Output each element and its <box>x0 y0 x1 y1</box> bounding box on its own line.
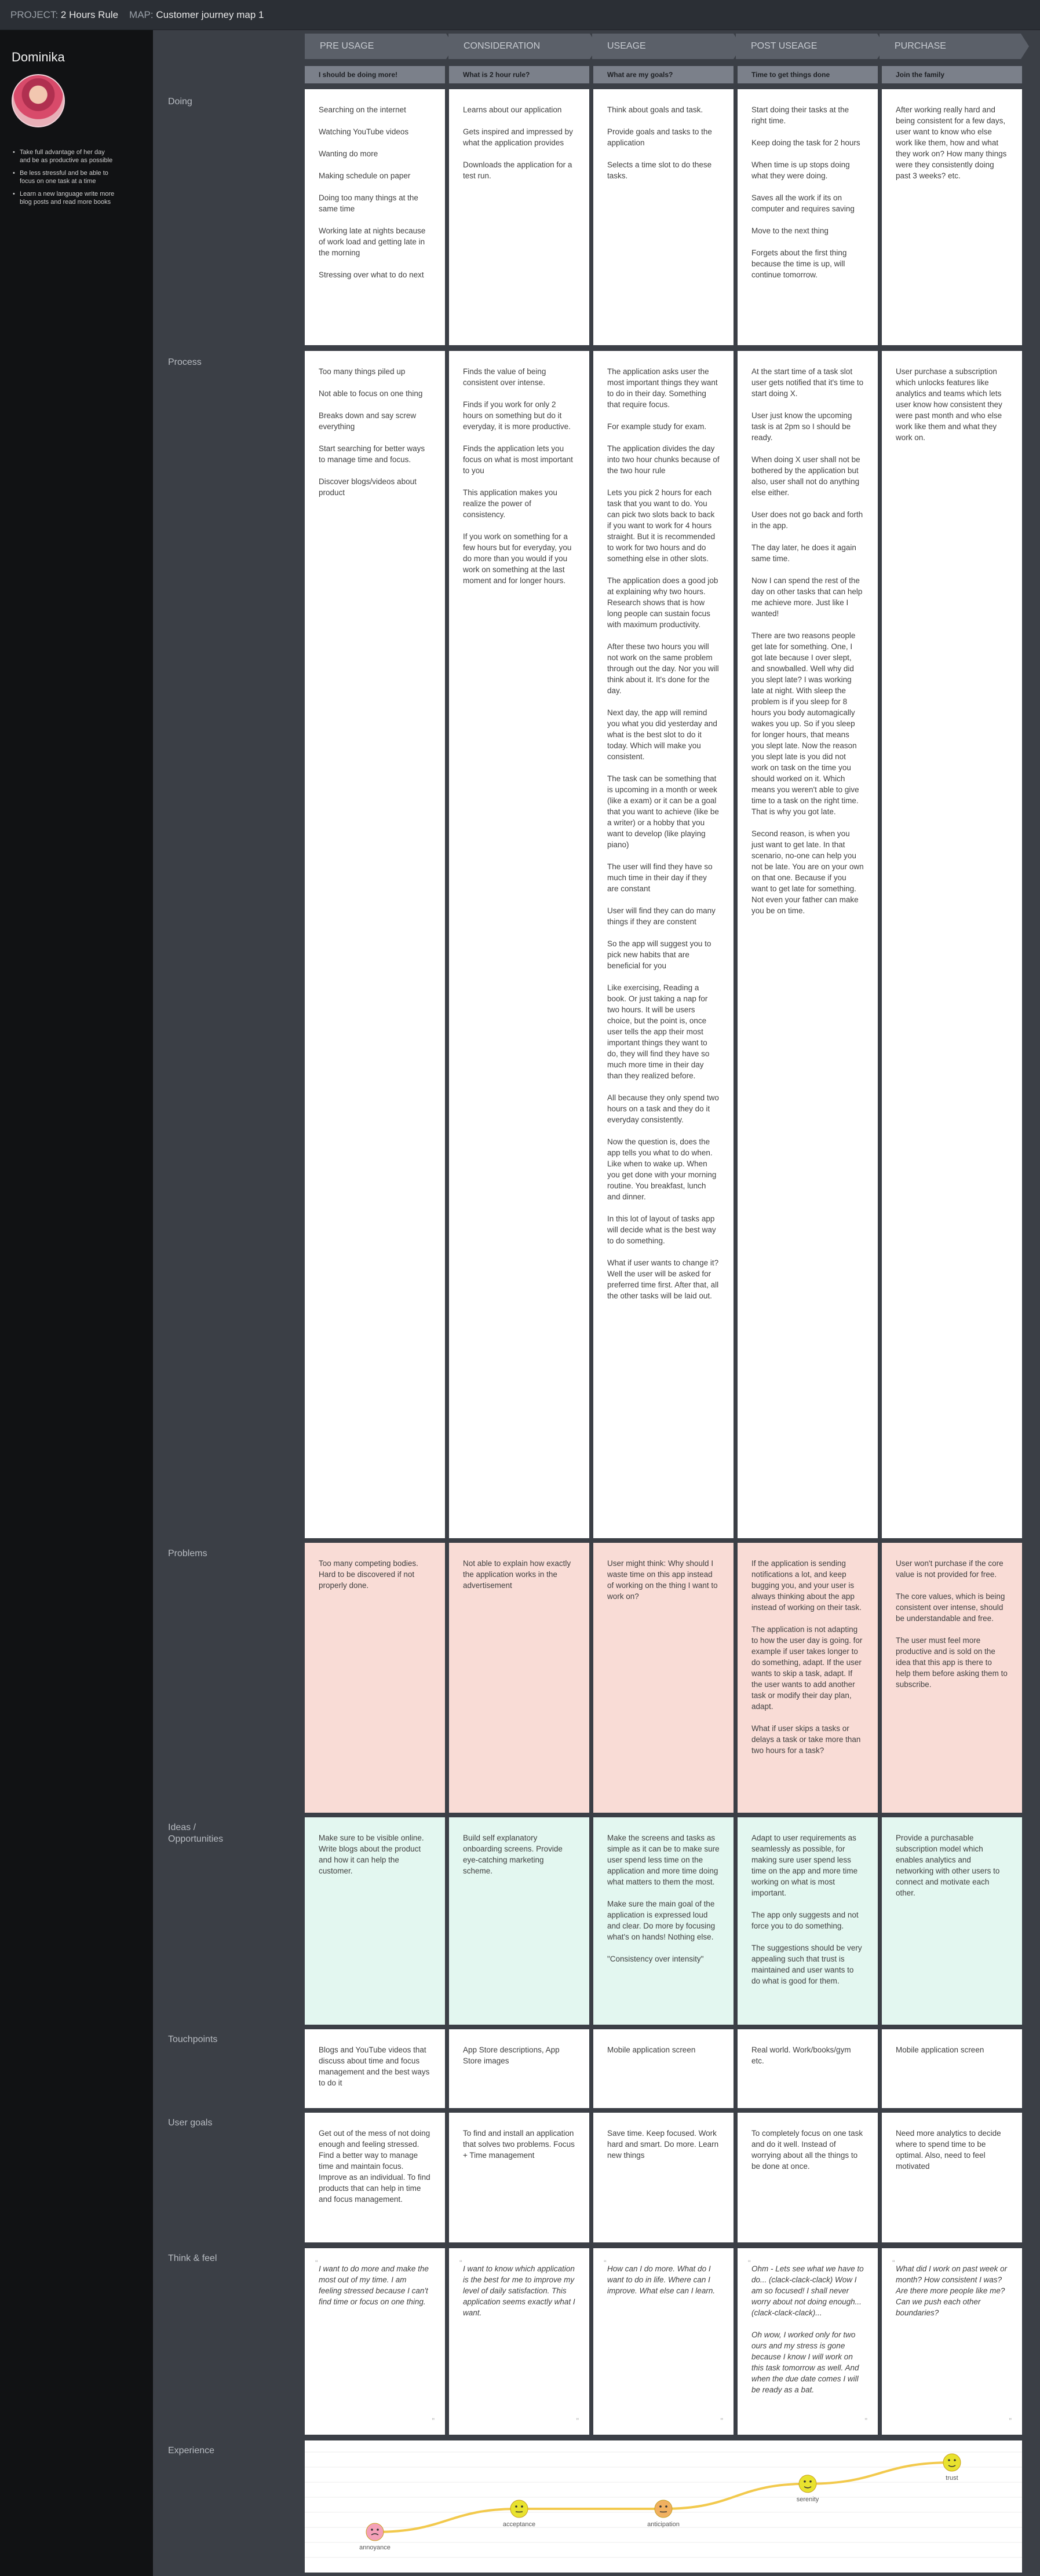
user-goals-card[interactable] <box>738 2113 878 2242</box>
row-label-touchpoints: Touchpoints <box>168 2035 218 2044</box>
card-text: The user will find they have so much time in their day if they are constant <box>607 862 713 893</box>
card-text: If the application is sending notifications a lot, and keep bugging you, and your user is always thinking about the app instead of working on their task. <box>751 1559 862 1612</box>
emotion-eye <box>521 2505 523 2508</box>
touchpoints-card[interactable] <box>738 2029 878 2108</box>
card-text: App Store descriptions, App Store images <box>463 2046 560 2065</box>
problems-card[interactable] <box>882 1543 1022 1813</box>
think-feel-card[interactable] <box>449 2248 589 2435</box>
card-text: Start searching for better ways to manage time and focus. <box>319 444 425 464</box>
card-text: What if user skips a tasks or delays a task or take more than two hours for a task? <box>751 1724 861 1755</box>
row-label-experience: Experience <box>168 2446 215 2456</box>
card-text: If you work on something for a few hours but for everyday, you do more than you would if you work on something at the last moment and for longer hours. <box>463 532 572 585</box>
user-goals-card[interactable] <box>305 2113 445 2242</box>
persona-name: Dominika <box>12 50 65 64</box>
card-text: The application is not adapting to how the user day is going. for example if user takes longer to do something, adapt. If the user wants to skip a task, adapt. If the user wants to add another task or modify their day plan, adapt. <box>751 1625 863 1711</box>
card-text: Finds the value of being consistent over intense. <box>463 367 546 387</box>
card-text: User won't purchase if the core value is not provided for free. <box>896 1559 1003 1579</box>
card-text: Make sure the main goal of the application is expressed loud and clear. Do more by focusing what's on hands! Nothing else. <box>607 1900 716 1941</box>
emotion-eye <box>659 2505 662 2508</box>
doing-card[interactable] <box>882 89 1022 345</box>
phase-header[interactable]: USEAGE <box>592 34 734 59</box>
card-text: What did I work on past week or month? How consistent I was? Are there more people like me? Can we push each other boundaries? <box>896 2264 1008 2317</box>
project-name[interactable]: 2 Hours Rule <box>60 9 119 20</box>
card-text: Oh wow, I worked only for two ours and my stress is gone because I know I will work on this task tomorrow as well. And when the due date comes I will be ready as a bat. <box>751 2330 859 2394</box>
emotion-eye <box>515 2505 517 2508</box>
card-text: Provide a purchasable subscription model which enables analytics and networking with other users to connect and motivate each other. <box>896 1834 1000 1897</box>
card-text: Not able to explain how exactly the application works in the advertisement <box>463 1559 571 1590</box>
card-text: Keep doing the task for 2 hours <box>751 138 860 147</box>
ideas-card[interactable] <box>738 1817 878 2025</box>
phase-header[interactable]: CONSIDERATION <box>448 34 590 59</box>
emotion-face-icon[interactable] <box>655 2500 672 2518</box>
think-feel-card[interactable] <box>305 2248 445 2435</box>
ideas-card[interactable] <box>449 1817 589 2025</box>
phase-goal[interactable]: What is 2 hour rule? <box>449 66 589 83</box>
emotion-face-icon[interactable] <box>799 2475 816 2493</box>
process-card[interactable] <box>738 351 878 1538</box>
emotion-eye <box>809 2480 812 2483</box>
problems-card[interactable] <box>449 1543 589 1813</box>
card-text: Need more analytics to decide where to spend time to be optimal. Also, need to feel motivated <box>896 2129 1001 2171</box>
card-text: Not able to focus on one thing <box>319 389 423 398</box>
think-feel-card[interactable] <box>738 2248 878 2435</box>
card-text: How can I do more. What do I want to do in life. Where can I improve. What else can I learn. <box>607 2264 716 2295</box>
quote-open-icon: “ <box>459 2258 462 2267</box>
touchpoints-card[interactable] <box>882 2029 1022 2108</box>
persona-goal: • Be less stressful and be able to focus on one task at a time <box>12 169 116 185</box>
card-text: Finds if you work for only 2 hours on something but do it everyday, it is more productive. <box>463 400 571 431</box>
card-text: Save time. Keep focused. Work hard and smart. Do more. Learn new things <box>607 2129 719 2160</box>
quote-close-icon: ” <box>1009 2416 1012 2425</box>
card-text: Lets you pick 2 hours for each task that you want to do. You can pick two slots back to back if you want to work for 4 hours straight. But it is recommended to work for two hours and do something else in other slots. <box>607 488 716 563</box>
emotion-face <box>510 2500 528 2518</box>
phase-goal[interactable]: Join the family <box>882 66 1022 83</box>
user-goals-card[interactable] <box>449 2113 589 2242</box>
card-text: At the start time of a task slot user gets notified that it's time to start doing X. <box>751 367 864 398</box>
card-text: User will find they can do many things if they are constent <box>607 906 716 926</box>
doing-card[interactable] <box>593 89 734 345</box>
doing-card[interactable] <box>449 89 589 345</box>
top-bar <box>0 0 1040 30</box>
emotion-face-icon[interactable] <box>510 2500 528 2518</box>
process-card[interactable] <box>882 351 1022 1538</box>
row-label-problems: Problems <box>168 1549 207 1558</box>
card-text: Gets inspired and impressed by what the application provides <box>463 127 573 147</box>
card-text: Like exercising, Reading a book. Or just taking a nap for two hours. It will be users choice, but the point is, once user tells the app their most important things they want to do, they will find they have so much more time in their day than they realized before. <box>607 983 710 1080</box>
card-text: Real world. Work/books/gym etc. <box>751 2046 851 2065</box>
problems-card[interactable] <box>593 1543 734 1813</box>
card-text: Selects a time slot to do these tasks. <box>607 160 712 180</box>
card-text: Ohm - Lets see what we have to do... (clack-clack-clack) Wow I am so focused! I shall never worry about not doing enough... (clack-clack-clack)... <box>751 2264 864 2317</box>
ideas-card[interactable] <box>882 1817 1022 2025</box>
row-label-doing: Doing <box>168 97 192 107</box>
card-text: Adapt to user requirements as seamlessly as possible, for making sure user spend less time on the app and more time working on what is most important. <box>751 1834 858 1897</box>
card-text: Make the screens and tasks as simple as it can be to make sure user spend less time on the application and more time doing what matters to them the most. <box>607 1834 720 1886</box>
card-text: Forgets about the first thing because the time is up, will continue tomorrow. <box>751 248 847 279</box>
quote-close-icon: ” <box>864 2416 867 2425</box>
card-text: The day later, he does it again same time. <box>751 543 856 563</box>
card-text: Now I can spend the rest of the day on other tasks that can help me achieve more. Just like I wanted! <box>751 576 863 618</box>
problems-card[interactable] <box>738 1543 878 1813</box>
user-goals-card[interactable] <box>882 2113 1022 2242</box>
card-text: Move to the next thing <box>751 226 829 235</box>
emotion-eye <box>804 2480 806 2483</box>
persona-panel <box>0 30 153 2576</box>
card-text: The user must feel more productive and is sold on the idea that this app is there to help them before asking them to subscribe. <box>896 1636 1008 1689</box>
doing-card[interactable] <box>305 89 445 345</box>
card-text: User just know the upcoming task is at 2pm so I should be ready. <box>751 411 852 442</box>
persona-goal: • Learn a new language write more blog posts and read more books <box>12 190 116 206</box>
card-text: After these two hours you will not work on the same problem through out the day. Nor you will think about it. It's done for the day. <box>607 642 719 695</box>
emotion-label: acceptance <box>502 2521 536 2528</box>
card-text: To find and install an application that solves two problems. Focus + Time management <box>463 2129 575 2160</box>
persona-avatar <box>12 74 65 127</box>
card-text: Too many competing bodies. Hard to be discovered if not properly done. <box>319 1559 418 1590</box>
card-text: The core values, which is being consistent over intense, should be understandable and free. <box>896 1592 1005 1623</box>
card-text: In this lot of layout of tasks app will decide what is the best way to do something. <box>607 1214 716 1245</box>
doing-card[interactable] <box>738 89 878 345</box>
card-text: Make sure to be visible online. Write blogs about the product and how it can help the customer. <box>319 1834 424 1875</box>
phase-goal[interactable]: Time to get things done <box>738 66 878 83</box>
card-text: When doing X user shall not be bothered by the application but also, user shall not do anything else either. <box>751 455 860 497</box>
card-text: Discover blogs/videos about product <box>319 477 417 497</box>
card-text: Saves all the work if its on computer and requires saving <box>751 193 855 213</box>
card-text: What if user wants to change it? Well the user will be asked for preferred time first. After that, all the other tasks will be laid out. <box>607 1258 719 1300</box>
emotion-face <box>655 2500 672 2518</box>
emotion-face-icon[interactable] <box>943 2454 961 2471</box>
quote-open-icon: “ <box>315 2258 318 2267</box>
card-text: The application asks user the most important things they want to do in their day. Something that require focus. <box>607 367 718 409</box>
card-text: The suggestions should be very appealing such that trust is maintained and user wants to do what is good for them. <box>751 1944 862 1985</box>
map-label: MAP: <box>129 9 154 20</box>
card-text: Stressing over what to do next <box>319 270 424 279</box>
think-feel-card[interactable] <box>593 2248 734 2435</box>
card-text: For example study for exam. <box>607 422 707 431</box>
card-text: So the app will suggest you to pick new habits that are beneficial for you <box>607 939 711 970</box>
emotion-eye <box>371 2529 373 2531</box>
card-text: Mobile application screen <box>607 2046 696 2054</box>
emotion-eye <box>665 2505 667 2508</box>
card-text: I want to do more and make the most out of my time. I am feeling stressed because I can't find time or focus on one thing. <box>319 2264 429 2306</box>
row-label-process: Process <box>168 357 202 367</box>
card-text: Too many things piled up <box>319 367 406 376</box>
card-text: Working late at nights because of work load and getting late in the morning <box>319 226 426 257</box>
card-text: Get out of the mess of not doing enough and feeling stressed. Find a better way to manage time and maintain focus. Improve as an individual. To find products that can help in time and focus management. <box>319 2129 430 2204</box>
phase-header[interactable]: POST USEAGE <box>736 34 877 59</box>
card-text: The application divides the day into two hour chunks because of the two hour rule <box>607 444 720 475</box>
touchpoints-card[interactable] <box>593 2029 734 2108</box>
emotion-eye <box>954 2459 956 2461</box>
card-text: Making schedule on paper <box>319 171 411 180</box>
quote-open-icon: “ <box>604 2258 607 2267</box>
card-text: This application makes you realize the power of consistency. <box>463 488 557 519</box>
phase-goal[interactable]: I should be doing more! <box>305 66 445 83</box>
phase-header[interactable]: PURCHASE <box>880 34 1021 59</box>
emotion-face <box>366 2523 384 2541</box>
card-text: The application does a good job at explaining why two hours. Research shows that is how long people can sustain focus with maximum productivity. <box>607 576 718 629</box>
card-text: User might think: Why should I waste time on this app instead of working on the thing I want to work on? <box>607 1559 718 1601</box>
card-text: Build self explanatory onboarding screens. Provide eye-catching marketing scheme. <box>463 1834 563 1875</box>
touchpoints-card[interactable] <box>305 2029 445 2108</box>
persona-goal: • Take full advantage of her day and be as productive as possible <box>12 148 116 164</box>
emotion-eye <box>948 2459 950 2461</box>
experience-chart <box>305 2440 1022 2573</box>
card-text: Mobile application screen <box>896 2046 984 2054</box>
row-label-user-goals: User goals <box>168 2118 213 2128</box>
user-goals-card[interactable] <box>593 2113 734 2242</box>
card-text: Wanting do more <box>319 149 378 158</box>
ideas-card[interactable] <box>593 1817 734 2025</box>
row-label-ideas: Ideas / Opportunities <box>168 1823 224 1844</box>
quote-open-icon: “ <box>748 2258 751 2267</box>
row-labels-column <box>153 30 305 2576</box>
quote-close-icon: ” <box>720 2416 723 2425</box>
emotion-label: trust <box>946 2475 958 2482</box>
emotion-label: serenity <box>796 2496 819 2503</box>
card-text: There are two reasons people get late for something. One, I got late because I over slept, and snowballed. Well why did you slept late? I was working late at night. With sleep the problem is if you sleep for 8 hours you body automagically wakes you up. So if you sleep for longer hours, that means you slept late. Now the reason you slept late is you did not work on task on the time you should worked on it. Which means you weren't able to give time to a task on the right time. That is why you got late. <box>751 631 859 816</box>
phase-header[interactable]: PRE USAGE <box>305 34 446 59</box>
card-text: Start doing their tasks at the right time. <box>751 105 849 125</box>
experience-curve <box>305 2440 1022 2573</box>
ideas-card[interactable] <box>305 1817 445 2025</box>
card-text: "Consistency over intensity" <box>607 1955 704 1963</box>
quote-open-icon: “ <box>892 2258 895 2267</box>
emotion-label: anticipation <box>647 2521 680 2528</box>
card-text: Finds the application lets you focus on what is most important to you <box>463 444 573 475</box>
card-text: After working really hard and being consistent for a few days, user want to know who else work like them, how and what they work on? How many things were they consistently doing past 3 weeks? etc. <box>896 105 1007 180</box>
quote-close-icon: ” <box>576 2416 579 2425</box>
process-card[interactable] <box>593 351 734 1538</box>
card-text: Doing too many things at the same time <box>319 193 418 213</box>
row-label-think-feel: Think & feel <box>168 2253 217 2263</box>
map-name[interactable]: Customer journey map 1 <box>156 9 264 20</box>
card-text: All because they only spend two hours on a task and they do it everyday consistently. <box>607 1093 719 1124</box>
card-text: Learns about our application <box>463 105 562 114</box>
touchpoints-card[interactable] <box>449 2029 589 2108</box>
persona-goals-list <box>12 148 141 206</box>
card-text: Blogs and YouTube videos that discuss about time and focus management and the best ways to do it <box>319 2046 430 2087</box>
think-feel-card[interactable] <box>882 2248 1022 2435</box>
card-text: Second reason, is when you just want to get late. In that scenario, no-one can help you not be late. You are on your own on that one. Because if you want to get late for something. Not even your father can make you be on time. <box>751 829 864 915</box>
card-text: The app only suggests and not force you to do something. <box>751 1911 859 1930</box>
card-text: Downloads the application for a test run. <box>463 160 572 180</box>
card-text: Think about goals and task. <box>607 105 703 114</box>
card-text: Next day, the app will remind you what you did yesterday and what is the best slot to do it today. Which will make you consistent. <box>607 708 717 761</box>
card-text: Searching on the internet <box>319 105 406 114</box>
card-text: Watching YouTube videos <box>319 127 409 136</box>
card-text: When time is up stops doing what they were doing. <box>751 160 850 180</box>
emotion-face <box>943 2454 961 2471</box>
phase-goal[interactable]: What are my goals? <box>593 66 734 83</box>
emotion-eye <box>377 2529 379 2531</box>
card-text: The task can be something that is upcoming in a month or week (like a exam) or it can be a goal that you want to achieve (like be a writer) or a hobby that you want to develop (like playing piano) <box>607 774 719 849</box>
problems-card[interactable] <box>305 1543 445 1813</box>
emotion-label: annoyance <box>359 2544 391 2551</box>
emotion-face <box>799 2475 816 2493</box>
quote-close-icon: ” <box>432 2416 435 2425</box>
card-text: I want to know which application is the best for me to improve my level of daily satisfaction. This application seems exactly what I want. <box>463 2264 575 2317</box>
card-text: Now the question is, does the app tells you what to do when. Like when to wake up. When you get done with your morning routine. You breakfast, lunch and dinner. <box>607 1137 717 1201</box>
emotion-face-icon[interactable] <box>366 2523 384 2541</box>
card-text: To completely focus on one task and do it well. Instead of worrying about all the things to be done at once. <box>751 2129 863 2171</box>
card-text: Provide goals and tasks to the application <box>607 127 712 147</box>
card-text: User does not go back and forth in the app. <box>751 510 863 530</box>
project-label: PROJECT: <box>10 9 59 20</box>
process-card[interactable] <box>449 351 589 1538</box>
process-card[interactable] <box>305 351 445 1538</box>
card-text: Breaks down and say screw everything <box>319 411 417 431</box>
card-text: User purchase a subscription which unlocks features like analytics and teams which lets user know how consistent they were past month and who else work like them and what they work on. <box>896 367 1002 442</box>
